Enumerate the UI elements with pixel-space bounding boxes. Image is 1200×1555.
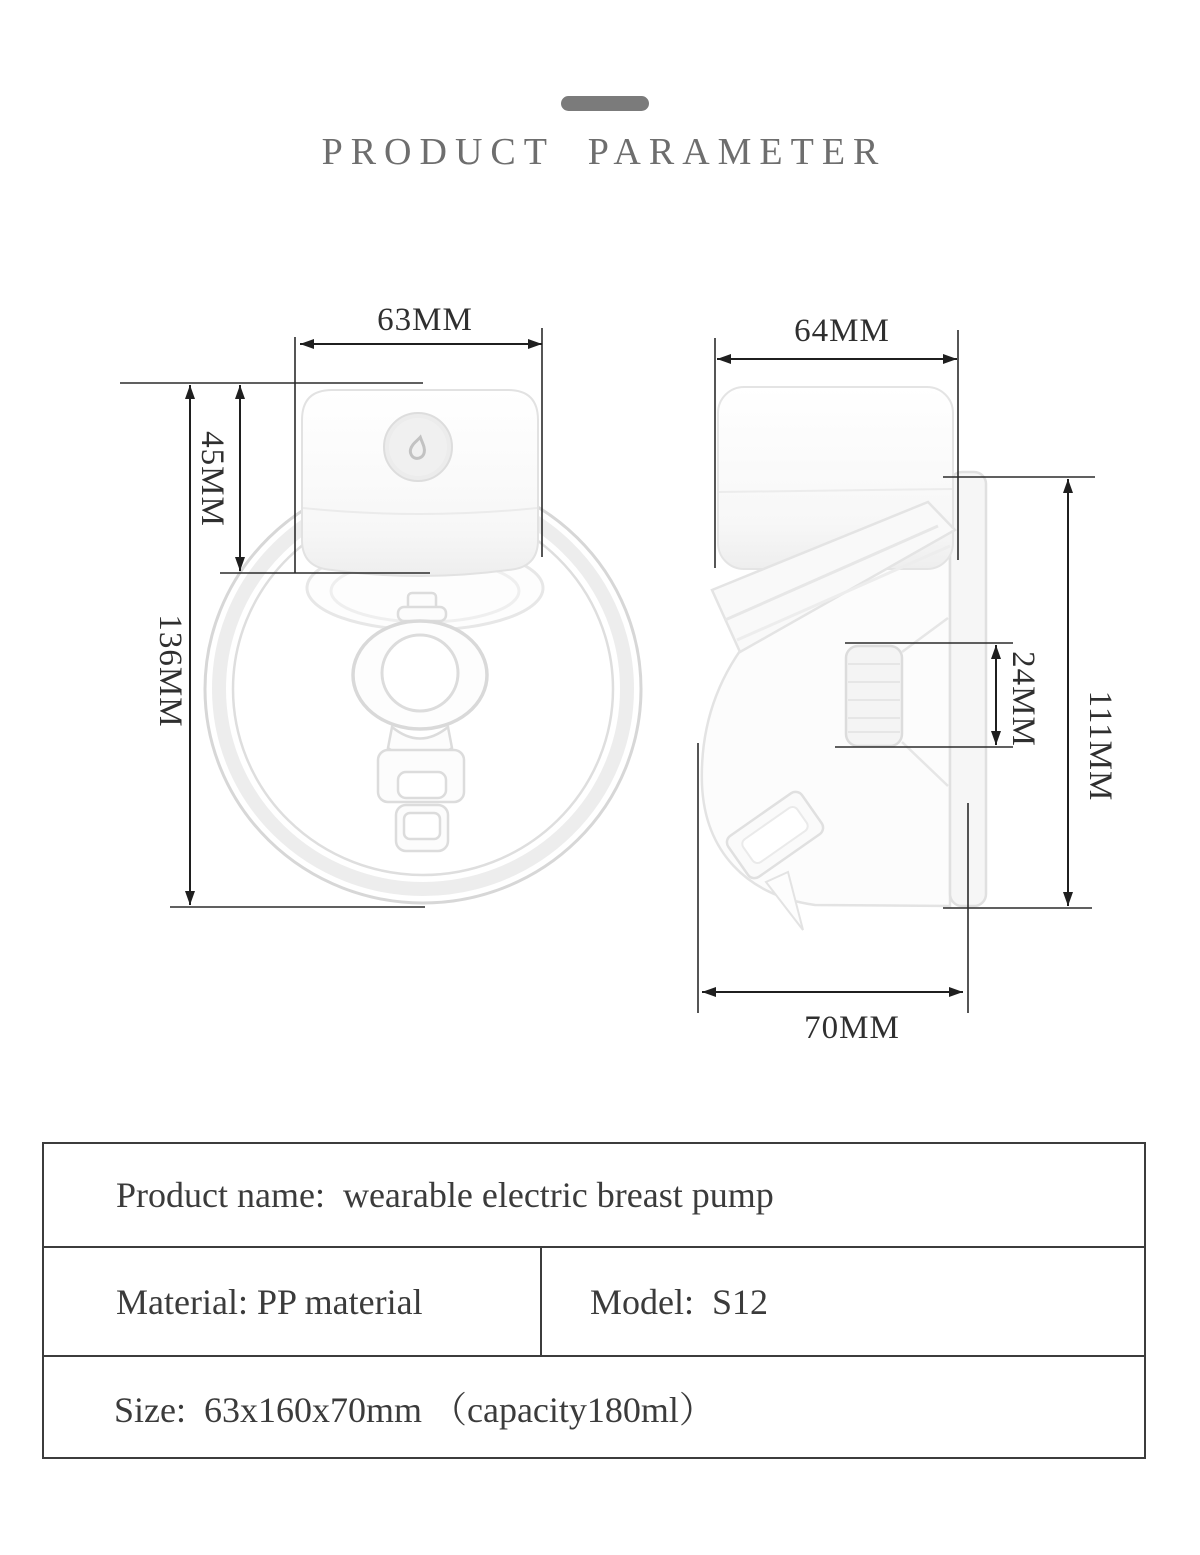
size-text: Size: 63x160x70mm （capacity180ml） [114,1389,715,1430]
dim-side-body-height: 111MM [1082,690,1118,802]
accent-bar [561,96,649,111]
table-row-product-name [44,1144,1144,1248]
model-cell [542,1248,1144,1355]
dim-side-tunnel-height: 24MM [1005,651,1041,747]
motor-unit [302,390,538,576]
dim-front-width: 63MM [377,302,473,338]
table-row-material-model [44,1248,1144,1357]
table-row-size [44,1357,1144,1457]
dimension-diagram [0,280,1200,1100]
front-view-illustration [205,390,641,903]
product-name-text: Product name: wearable electric breast pump [116,1175,774,1215]
page-title: PRODUCT PARAMETER [321,131,887,173]
dim-front-motor-height: 45MM [194,431,230,527]
power-button [384,413,452,481]
spec-table [42,1142,1146,1459]
valve-assembly [353,593,487,851]
dim-side-depth: 70MM [804,1010,900,1046]
dim-front-total-height: 136MM [152,614,188,728]
material-text: Material: PP material [116,1281,423,1322]
model-text: Model: S12 [590,1281,769,1322]
dim-side-width: 64MM [794,313,890,349]
side-view-illustration [702,387,986,930]
material-cell [44,1248,542,1355]
